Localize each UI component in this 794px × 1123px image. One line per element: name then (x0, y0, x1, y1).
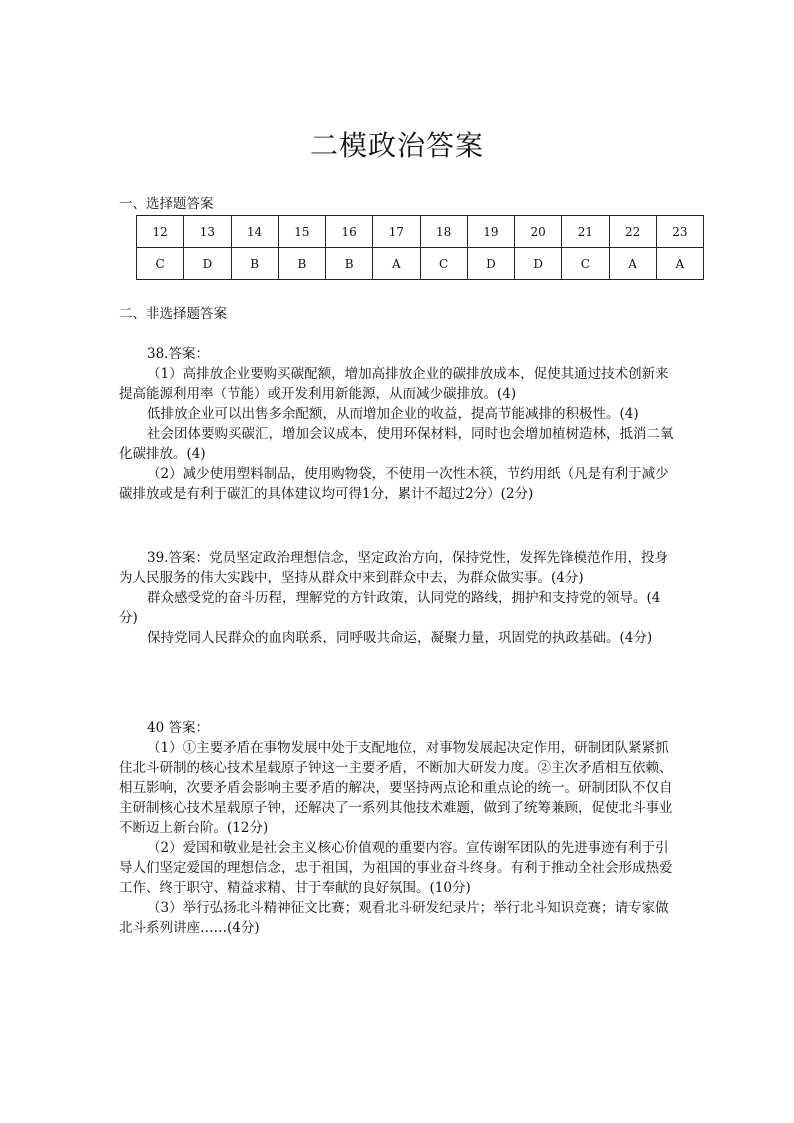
answer-row (137, 248, 704, 280)
answer-38-part1: （1）高排放企业要购买碳配额，增加高排放企业的碳排放成本，促使其通过技术创新来提高能源利用率（节能）或开发利用新能源，从而减少碳排放。(4) (119, 366, 669, 402)
answer-39-part2: 群众感受党的奋斗历程，理解党的方针政策，认同党的路线，拥护和支持党的领导。(4分) (119, 590, 661, 626)
answer-cell: C (562, 248, 609, 280)
answer-cell: D (467, 248, 514, 280)
answer-38 (119, 344, 675, 504)
answer-40 (119, 718, 675, 938)
section-choice-label: 一、选择题答案 (119, 196, 214, 212)
answer-cell: B (231, 248, 278, 280)
question-number-cell: 23 (656, 216, 703, 248)
question-number-cell: 12 (137, 216, 184, 248)
answer-38-heading: 38.答案： (147, 346, 209, 362)
answer-40-part3: （3）举行弘扬北斗精神征文比赛；观看北斗研发纪录片；举行北斗知识竞赛；请专家做北斗系列讲座……(4分) (119, 900, 669, 936)
answer-cell: B (278, 248, 325, 280)
question-number-cell: 16 (326, 216, 373, 248)
answer-cell: A (656, 248, 703, 280)
answer-39-part1: 39.答案：党员坚定政治理想信念，坚定政治方向，保持党性，发挥先锋模范作用，投身为人民服务的伟大实践中，坚持从群众中来到群众中去，为群众做实事。(4分) (119, 550, 668, 586)
question-number-cell: 18 (420, 216, 467, 248)
question-number-cell: 13 (184, 216, 231, 248)
answer-cell: D (515, 248, 562, 280)
answer-40-part1: （1）①主要矛盾在事物发展中处于支配地位，对事物发展起决定作用，研制团队紧紧抓住北斗研制的核心技术星载原子钟这一主要矛盾，不断加大研发力度。②主次矛盾相互依赖、相互影响，次要矛盾会影响主要矛盾的解决，要坚持两点论和重点论的统一。研制团队不仅自主研制核心技术星载原子钟，还解决了一系列其他技术难题，做到了统筹兼顾，促使北斗事业不断迈上新台阶。(12分) (119, 740, 673, 836)
answer-38-part1-c: 社会团体要购买碳汇，增加会议成本，使用环保材料，同时也会增加植树造林，抵消二氧化碳排放。(4) (119, 426, 674, 462)
answer-38-part2: （2）减少使用塑料制品，使用购物袋，不使用一次性木筷，节约用纸（凡是有利于减少碳排放或是有利于碳汇的具体建议均可得1分，累计不超过2分）(2分) (119, 466, 669, 502)
question-number-cell: 14 (231, 216, 278, 248)
answer-39-part3: 保持党同人民群众的血肉联系，同呼吸共命运，凝聚力量，巩固党的执政基础。(4分) (147, 630, 653, 646)
question-number-row (137, 216, 704, 248)
answer-cell: C (137, 248, 184, 280)
answer-table (136, 215, 704, 280)
answer-39 (119, 548, 675, 648)
answer-cell: D (184, 248, 231, 280)
question-number-cell: 17 (373, 216, 420, 248)
question-number-cell: 20 (515, 216, 562, 248)
answer-40-heading: 40 答案： (147, 720, 209, 736)
question-number-cell: 15 (278, 216, 325, 248)
page-title: 二模政治答案 (309, 129, 484, 162)
answer-cell: A (373, 248, 420, 280)
question-number-cell: 21 (562, 216, 609, 248)
question-number-cell: 22 (609, 216, 656, 248)
answer-40-part2: （2）爱国和敬业是社会主义核心价值观的重要内容。宣传谢军团队的先进事迹有利于引导人们坚定爱国的理想信念，忠于祖国，为祖国的事业奋斗终身。有利于推动全社会形成热爱工作、终于职守、精益求精、甘于奉献的良好氛围。(10分) (119, 840, 673, 896)
question-number-cell: 19 (467, 216, 514, 248)
answer-cell: A (609, 248, 656, 280)
answer-38-part1-b: 低排放企业可以出售多余配额，从而增加企业的收益，提高节能减排的积极性。(4) (147, 406, 639, 422)
answer-cell: C (420, 248, 467, 280)
section-open-label: 二、非选择题答案 (119, 306, 227, 322)
answer-cell: B (326, 248, 373, 280)
